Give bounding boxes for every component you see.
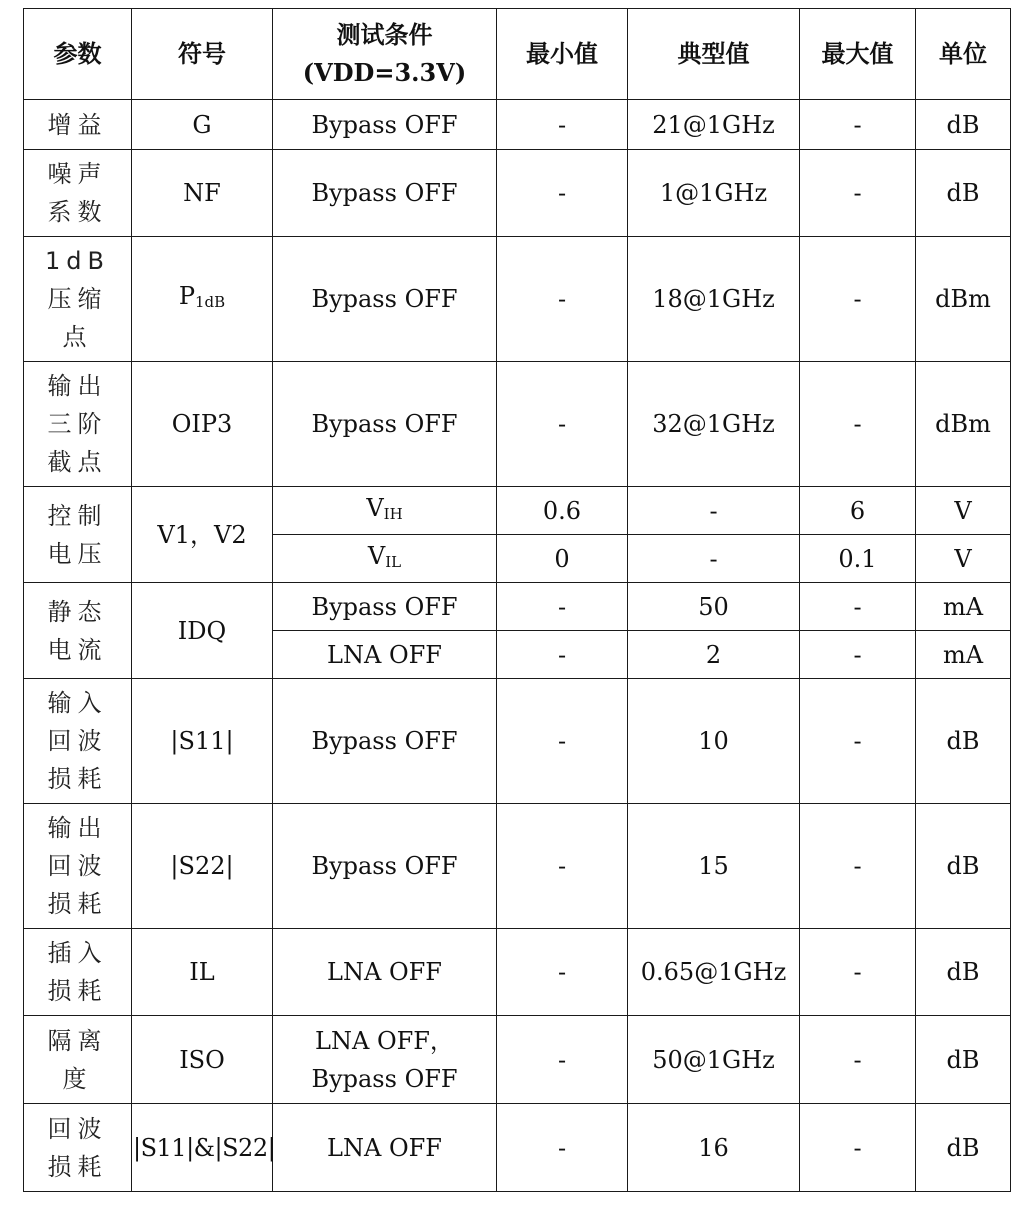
condition-cell: LNA OFF xyxy=(273,929,497,1016)
max-cell: - xyxy=(800,237,916,362)
unit-cell: mA xyxy=(916,631,1011,679)
typ-cell: 50 xyxy=(628,583,800,631)
max-cell: - xyxy=(800,929,916,1016)
table-row-p1db xyxy=(24,237,1011,362)
unit-cell: dB xyxy=(916,679,1011,804)
param-line: 损耗 xyxy=(47,977,108,1005)
min-cell: - xyxy=(497,583,628,631)
table-row-nf xyxy=(24,150,1011,237)
unit-cell: dB xyxy=(916,929,1011,1016)
param-cell xyxy=(24,487,132,583)
unit-cell: dB xyxy=(916,1104,1011,1192)
min-cell: - xyxy=(497,150,628,237)
table-row-return-loss xyxy=(24,1104,1011,1192)
condition-cell: Bypass OFF xyxy=(273,583,497,631)
max-cell: - xyxy=(800,679,916,804)
param-cell xyxy=(24,150,132,237)
typ-cell: 10 xyxy=(628,679,800,804)
symbol-cell: |S11| xyxy=(132,679,273,804)
symbol-main: P xyxy=(178,282,195,310)
param-line: 损耗 xyxy=(47,765,108,793)
param-cell xyxy=(24,583,132,679)
condition-cell xyxy=(273,535,497,583)
param-cell xyxy=(24,679,132,804)
table-row-s11 xyxy=(24,679,1011,804)
symbol-cell: IL xyxy=(132,929,273,1016)
table-row-iso xyxy=(24,1016,1011,1104)
typ-cell: 2 xyxy=(628,631,800,679)
condition-cell: LNA OFF xyxy=(273,1104,497,1192)
condition-main: V xyxy=(366,493,384,522)
unit-cell: dBm xyxy=(916,237,1011,362)
max-cell: - xyxy=(800,150,916,237)
unit-cell: dBm xyxy=(916,362,1011,487)
param-line: 三阶 xyxy=(47,410,108,438)
unit-cell: dB xyxy=(916,1016,1011,1104)
symbol-cell: ISO xyxy=(132,1016,273,1104)
unit-cell: mA xyxy=(916,583,1011,631)
unit-cell: dB xyxy=(916,100,1011,150)
param-line: 度 xyxy=(62,1064,93,1093)
symbol-subscript: 1dB xyxy=(194,293,226,311)
param-line: 电流 xyxy=(47,635,108,664)
header-min: 最小值 xyxy=(497,9,628,100)
condition-cell xyxy=(273,487,497,535)
unit-cell: V xyxy=(916,535,1011,583)
param-cell xyxy=(24,237,132,362)
unit-cell: dB xyxy=(916,150,1011,237)
typ-cell: 16 xyxy=(628,1104,800,1192)
condition-line: Bypass OFF xyxy=(311,1064,458,1093)
max-cell: - xyxy=(800,1104,916,1192)
condition-cell: Bypass OFF xyxy=(273,100,497,150)
condition-subscript: IL xyxy=(385,552,402,571)
param-cell xyxy=(24,1104,132,1192)
param-line: 损耗 xyxy=(47,1152,108,1181)
condition-line: LNA OFF， xyxy=(315,1026,454,1055)
condition-subscript: IH xyxy=(383,504,403,523)
typ-cell: 0.65@1GHz xyxy=(628,929,800,1016)
header-condition-label: 测试条件 xyxy=(336,21,433,49)
min-cell: - xyxy=(497,631,628,679)
header-typ: 典型值 xyxy=(628,9,800,100)
max-cell: - xyxy=(800,1016,916,1104)
param-line: 静态 xyxy=(47,597,108,626)
unit-cell: V xyxy=(916,487,1011,535)
param-cell xyxy=(24,804,132,929)
param-line: 截点 xyxy=(47,448,108,476)
condition-cell: Bypass OFF xyxy=(273,150,497,237)
param-line: 输出 xyxy=(47,372,108,400)
param-cell xyxy=(24,362,132,487)
condition-cell: Bypass OFF xyxy=(273,362,497,487)
symbol-cell: |S22| xyxy=(132,804,273,929)
typ-cell: 21@1GHz xyxy=(628,100,800,150)
max-cell: - xyxy=(800,631,916,679)
condition-main: V xyxy=(367,541,386,570)
symbol-cell: NF xyxy=(132,150,273,237)
typ-cell: - xyxy=(628,535,800,583)
max-cell: - xyxy=(800,583,916,631)
spec-table xyxy=(23,8,1011,1192)
condition-cell: Bypass OFF xyxy=(273,237,497,362)
table-row-idq-bypass xyxy=(24,583,1011,631)
param-cell xyxy=(24,1016,132,1104)
typ-cell: 50@1GHz xyxy=(628,1016,800,1104)
param-line: 输出 xyxy=(47,814,108,842)
max-cell: - xyxy=(800,362,916,487)
min-cell: - xyxy=(497,1016,628,1104)
param-line: 输入 xyxy=(47,689,108,717)
min-cell: - xyxy=(497,237,628,362)
table-row-ctrl-vih xyxy=(24,487,1011,535)
condition-cell: Bypass OFF xyxy=(273,679,497,804)
min-cell: - xyxy=(497,1104,628,1192)
max-cell: - xyxy=(800,100,916,150)
param-line: 点 xyxy=(62,323,93,351)
max-cell: 0.1 xyxy=(800,535,916,583)
header-row xyxy=(24,9,1011,100)
param-line: 系数 xyxy=(47,198,108,226)
typ-cell: 32@1GHz xyxy=(628,362,800,487)
unit-cell: dB xyxy=(916,804,1011,929)
symbol-cell: |S11|&|S22| xyxy=(132,1104,273,1192)
typ-cell: 15 xyxy=(628,804,800,929)
condition-cell: LNA OFF xyxy=(273,631,497,679)
symbol-cell: V1，V2 xyxy=(132,487,273,583)
param-line: 插入 xyxy=(47,939,108,967)
min-cell: - xyxy=(497,804,628,929)
param-line: 隔离 xyxy=(47,1026,108,1055)
max-cell: - xyxy=(800,804,916,929)
typ-cell: 1@1GHz xyxy=(628,150,800,237)
symbol-cell: OIP3 xyxy=(132,362,273,487)
table-row-il xyxy=(24,929,1011,1016)
symbol-cell: G xyxy=(132,100,273,150)
param-line: 1dB xyxy=(45,247,110,275)
param-cell: 增益 xyxy=(24,100,132,150)
condition-cell: Bypass OFF xyxy=(273,804,497,929)
min-cell: - xyxy=(497,362,628,487)
header-param: 参数 xyxy=(24,9,132,100)
symbol-cell: IDQ xyxy=(132,583,273,679)
table-row-s22 xyxy=(24,804,1011,929)
condition-cell xyxy=(273,1016,497,1104)
header-symbol: 符号 xyxy=(132,9,273,100)
param-line: 压缩 xyxy=(47,285,108,313)
typ-cell: - xyxy=(628,487,800,535)
header-unit: 单位 xyxy=(916,9,1011,100)
param-line: 电压 xyxy=(47,539,108,568)
min-cell: 0 xyxy=(497,535,628,583)
typ-cell: 18@1GHz xyxy=(628,237,800,362)
param-line: 回波 xyxy=(47,852,108,880)
param-line: 控制 xyxy=(47,501,108,530)
min-cell: - xyxy=(497,929,628,1016)
min-cell: 0.6 xyxy=(497,487,628,535)
param-line: 回波 xyxy=(47,727,108,755)
param-line: 损耗 xyxy=(47,890,108,918)
param-line: 噪声 xyxy=(47,160,108,188)
header-condition xyxy=(273,9,497,100)
param-cell xyxy=(24,929,132,1016)
table-row-gain xyxy=(24,100,1011,150)
symbol-cell xyxy=(132,237,273,362)
header-max: 最大值 xyxy=(800,9,916,100)
min-cell: - xyxy=(497,100,628,150)
table-row-oip3 xyxy=(24,362,1011,487)
min-cell: - xyxy=(497,679,628,804)
header-condition-sub: (VDD=3.3V) xyxy=(302,58,467,87)
param-line: 回波 xyxy=(47,1114,108,1143)
max-cell: 6 xyxy=(800,487,916,535)
